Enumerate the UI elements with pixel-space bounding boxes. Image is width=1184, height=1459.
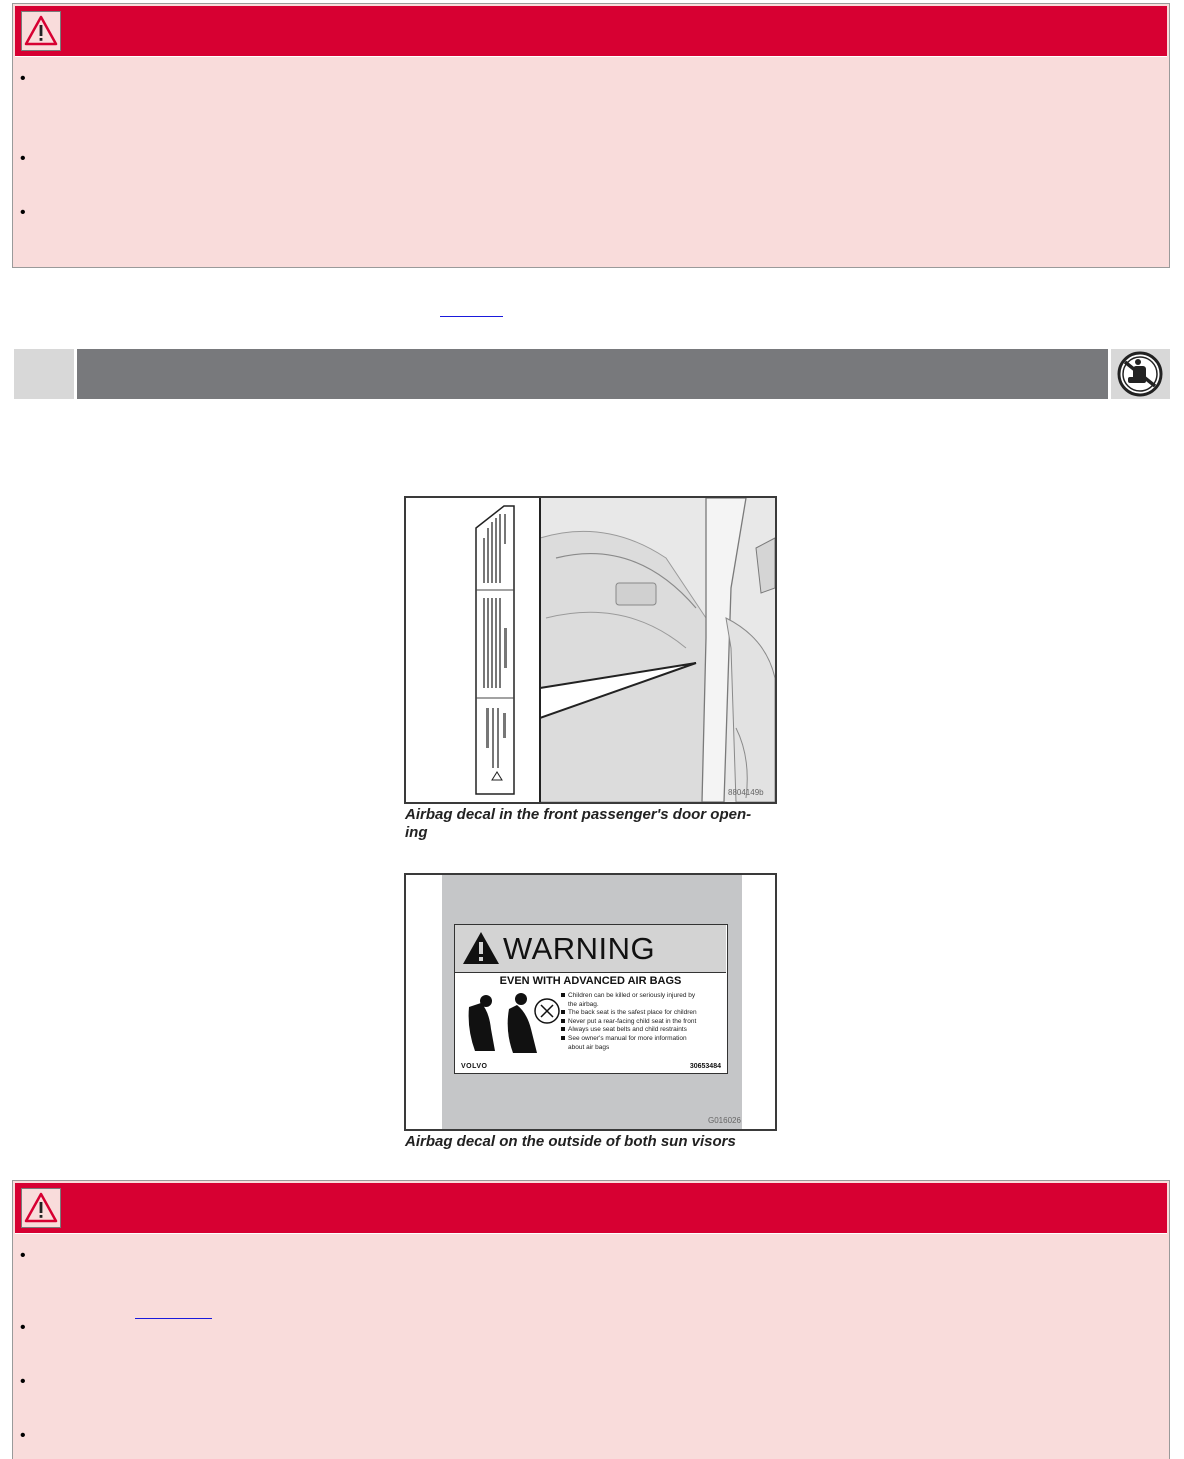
warning-box-bottom [12,1180,1170,1459]
decal-line: about air bags [568,1043,610,1051]
warning-header [15,6,1167,57]
decal-line: See owner's manual for more information [561,1035,725,1044]
figure-caption: Airbag decal on the outside of both sun visors [405,1133,736,1150]
section-number-cell [14,349,74,399]
list-item: • [20,1247,26,1264]
list-item: • [20,70,26,87]
door-opening-illustration [406,498,775,802]
section-title-cell [77,349,1108,399]
decal-line: Children can be killed or seriously injured by [561,992,725,1001]
warning-box-top [12,3,1170,268]
warning-decal [454,924,728,1074]
no-airbag-seat-icon [1111,349,1170,399]
decal-brand: VOLVO [461,1063,488,1070]
warning-bullet-list [13,1234,1169,1454]
decal-line: Always use seat belts and child restraints [561,1026,725,1035]
figure-caption: Airbag decal in the front passenger's door open- ing [405,806,752,841]
decal-line: The back seat is the safest place for children [561,1009,725,1018]
section-icon-cell [1111,349,1170,399]
section-header-bar [14,349,1170,399]
list-item: • [20,1427,26,1444]
text-link[interactable] [135,1318,212,1319]
decal-title: WARNING [503,931,656,966]
warning-header [15,1183,1167,1234]
warning-bullet-list [13,57,1169,251]
figure-code: 8804149b [728,788,764,797]
warning-triangle-icon [21,11,61,51]
list-item: • [20,204,26,221]
text-link[interactable] [440,316,503,317]
decal-line: the airbag. [568,1000,599,1008]
list-item: • [20,1319,26,1336]
figure-code: G016026 [708,1116,741,1125]
decal-header [455,925,726,973]
decal-part-number: 30653484 [689,1063,721,1070]
decal-text-lines [561,992,725,1052]
figure-door-decal [404,496,777,804]
decal-warning-icon [461,930,501,966]
decal-line: Never put a rear-facing child seat in the front [561,1018,725,1027]
list-item: • [20,150,26,167]
figure-sun-visor-decal [404,873,777,1131]
warning-triangle-icon [21,1188,61,1228]
child-seat-illustration [461,989,561,1059]
decal-subtitle: EVEN WITH ADVANCED AIR BAGS [499,975,682,987]
list-item: • [20,1373,26,1390]
